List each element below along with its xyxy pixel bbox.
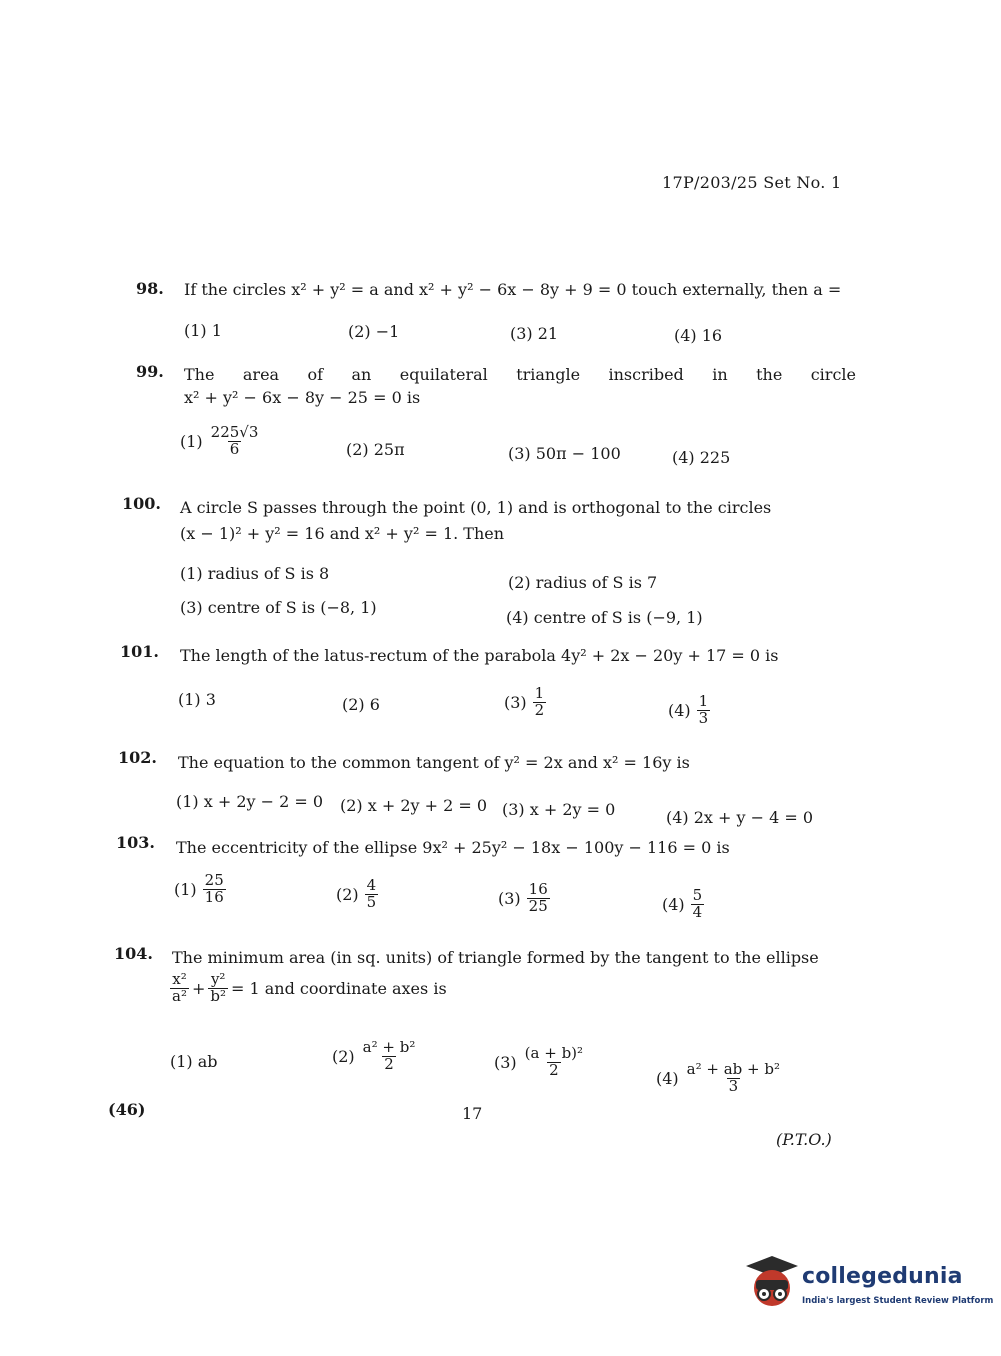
option-label: (4) — [662, 894, 685, 914]
question-text-line2: x² + y² − 6x − 8y − 25 = 0 is — [184, 388, 421, 407]
option-3 — [504, 686, 546, 719]
option-3 — [494, 1046, 585, 1079]
plus-sign: + — [191, 978, 206, 998]
fraction-denominator: 2 — [384, 1054, 394, 1073]
option-1: (1) 3 — [178, 690, 216, 709]
fraction-denominator: 4 — [692, 902, 703, 921]
ellipse-equation — [170, 972, 447, 1005]
question-text-line2: = 1 and coordinate axes is — [231, 978, 447, 998]
question-number: 99. — [136, 362, 164, 381]
fraction-numerator: 4 — [366, 876, 377, 894]
fraction — [203, 873, 226, 906]
option-3: (3) centre of S is (−8, 1) — [180, 598, 377, 617]
question-number: 104. — [114, 944, 153, 963]
option-2: (2) 25π — [346, 440, 405, 459]
question-text: If the circles x² + y² = a and x² + y² − 6x − 8y + 9 = 0 touch externally, then a = — [184, 280, 842, 299]
fraction-denominator: 3 — [728, 1076, 739, 1095]
fraction — [209, 425, 261, 458]
fraction — [527, 882, 550, 915]
fraction-numerator: 225√3 — [210, 423, 259, 441]
fraction-denominator: a² — [172, 986, 187, 1005]
option-label: (4) — [656, 1068, 679, 1088]
question-text: The length of the latus-rectum of the parabola 4y² + 2x − 20y + 17 = 0 is — [180, 646, 779, 665]
logo-wordmark: collegedunia — [802, 1264, 963, 1289]
option-4 — [668, 694, 710, 727]
option-label: (3) — [498, 888, 521, 908]
question-number: 98. — [136, 279, 164, 298]
page-number: 17 — [462, 1104, 483, 1123]
option-2 — [336, 878, 378, 911]
option-2: (2) −1 — [348, 322, 400, 341]
fraction-numerator: 1 — [698, 692, 709, 710]
fraction — [208, 972, 228, 1005]
option-3: (3) 50π − 100 — [508, 444, 621, 463]
option-1 — [174, 873, 226, 906]
option-3 — [498, 882, 550, 915]
option-1: (1) 1 — [184, 321, 222, 340]
fraction — [691, 888, 705, 921]
fraction-numerator: 16 — [528, 880, 548, 898]
question-number: 100. — [122, 494, 161, 513]
option-label: (3) — [494, 1052, 517, 1072]
option-3: (3) x + 2y = 0 — [502, 800, 616, 819]
option-4 — [656, 1062, 782, 1095]
question-number: 103. — [116, 833, 155, 852]
option-label: (1) — [180, 431, 203, 451]
set-code-header: 17P/203/25 Set No. 1 — [662, 173, 842, 192]
fraction — [361, 1040, 418, 1073]
question-number: 101. — [120, 642, 159, 661]
option-4: (4) 16 — [674, 326, 723, 345]
option-2: (2) radius of S is 7 — [508, 573, 658, 592]
graduate-mascot-icon — [744, 1254, 800, 1310]
fraction-denominator: 2 — [534, 700, 545, 719]
option-label: (4) — [668, 700, 691, 720]
fraction-numerator: (a + b)² — [524, 1044, 584, 1062]
fraction — [365, 878, 379, 911]
option-label: (2) — [336, 884, 359, 904]
fraction-denominator: 5 — [366, 892, 377, 911]
option-2 — [332, 1040, 417, 1073]
fraction — [170, 972, 189, 1005]
question-text: The equation to the common tangent of y² = 2x and x² = 16y is — [178, 753, 690, 772]
fraction-denominator: 6 — [229, 439, 240, 458]
option-label: (2) — [332, 1046, 355, 1066]
fraction-denominator: 25 — [528, 896, 548, 915]
fraction-numerator: y² — [210, 970, 226, 988]
collegedunia-logo — [744, 1250, 994, 1320]
option-4 — [662, 888, 704, 921]
logo-tagline: India's largest Student Review Platform — [802, 1296, 994, 1306]
option-3: (3) 21 — [510, 324, 559, 343]
fraction-numerator: x² — [172, 970, 187, 988]
fraction-numerator: a² + ab + b² — [686, 1060, 780, 1078]
fraction — [697, 694, 711, 727]
please-turn-over: (P.T.O.) — [776, 1130, 832, 1149]
option-2: (2) 6 — [342, 695, 380, 714]
question-text-line2: (x − 1)² + y² = 16 and x² + y² = 1. Then — [180, 524, 505, 543]
option-1 — [180, 425, 260, 458]
fraction — [685, 1062, 782, 1095]
fraction-denominator: b² — [210, 986, 226, 1005]
option-1: (1) x + 2y − 2 = 0 — [176, 792, 324, 811]
fraction-numerator: 5 — [692, 886, 703, 904]
fraction-numerator: 1 — [534, 684, 545, 702]
fraction-numerator: 25 — [204, 871, 224, 889]
question-text-line1: A circle S passes through the point (0, 1) and is orthogonal to the circles — [180, 498, 772, 517]
fraction — [523, 1046, 585, 1079]
option-2: (2) x + 2y + 2 = 0 — [340, 796, 488, 815]
fraction-denominator: 3 — [698, 708, 709, 727]
option-4: (4) centre of S is (−9, 1) — [506, 608, 703, 627]
fraction-denominator: 16 — [204, 887, 224, 906]
question-text-line1: The area of an equilateral triangle inscribed in the circle — [184, 365, 856, 384]
fraction — [533, 686, 547, 719]
question-number: 102. — [118, 748, 157, 767]
option-1: (1) radius of S is 8 — [180, 564, 330, 583]
option-1: (1) ab — [170, 1052, 218, 1071]
option-label: (3) — [504, 692, 527, 712]
question-text-line1: The minimum area (in sq. units) of triangle formed by the tangent to the ellipse — [172, 948, 819, 967]
fraction-denominator: 2 — [549, 1060, 559, 1079]
question-text: The eccentricity of the ellipse 9x² + 25y² − 18x − 100y − 116 = 0 is — [176, 838, 730, 857]
page-code: (46) — [108, 1100, 146, 1119]
option-4: (4) 2x + y − 4 = 0 — [666, 808, 814, 827]
fraction-numerator: a² + b² — [362, 1038, 416, 1056]
option-label: (1) — [174, 879, 197, 899]
option-4: (4) 225 — [672, 448, 731, 467]
